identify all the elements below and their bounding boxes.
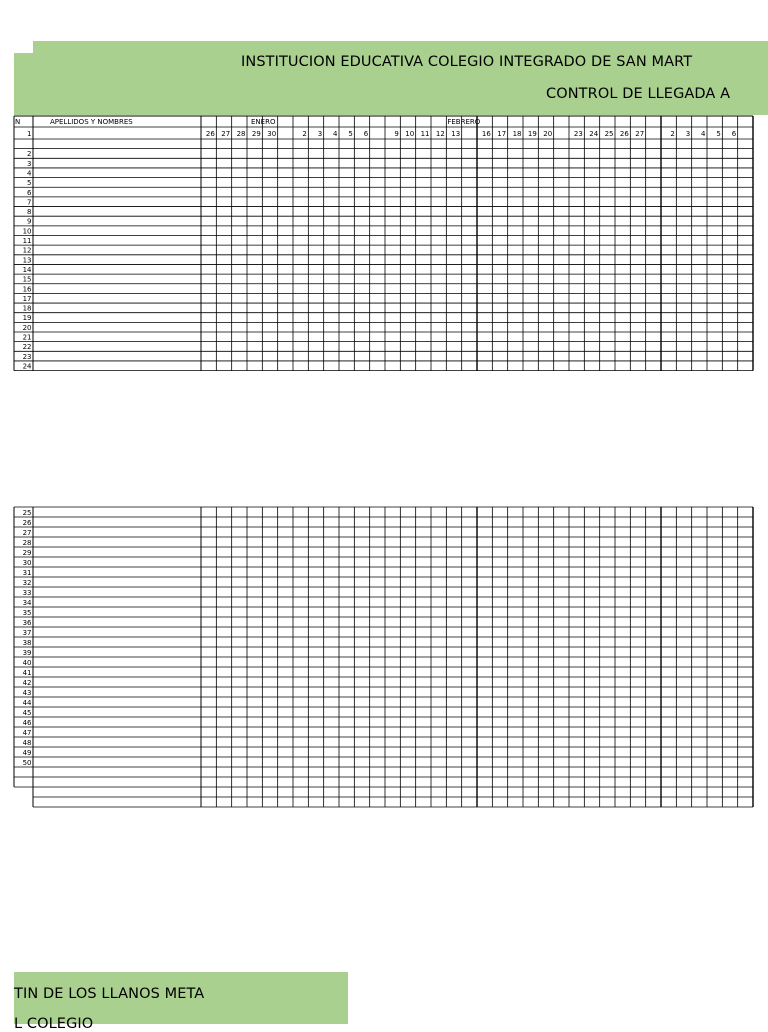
row-number: 37	[22, 629, 32, 637]
control-subtitle: CONTROL DE LLEGADA A	[546, 86, 731, 102]
row-number: 3	[27, 159, 32, 168]
row-number: 1	[27, 130, 32, 138]
day-label: 6	[363, 130, 369, 138]
header-names-label: APELLIDOS Y NOMBRES	[50, 118, 133, 126]
footer-line1: TIN DE LOS LLANOS META	[14, 986, 205, 1002]
day-label: 9	[394, 130, 399, 138]
day-label: 17	[497, 130, 507, 138]
row-number: 15	[22, 275, 32, 284]
row-number: 20	[22, 323, 32, 332]
row-number: 16	[22, 285, 32, 294]
day-label: 12	[435, 130, 445, 138]
day-label: 26	[619, 130, 629, 138]
header-n-label: N	[15, 118, 21, 126]
row-number: 21	[22, 333, 32, 342]
day-label: 19	[527, 130, 537, 138]
day-label: 5	[716, 130, 721, 138]
header-month-febrero: FEBRERO	[447, 118, 481, 126]
row-number: 17	[22, 294, 32, 303]
row-number: 34	[22, 599, 32, 607]
day-label: 29	[251, 130, 261, 138]
day-label: 20	[543, 130, 553, 138]
row-number: 6	[27, 188, 32, 197]
row-number: 8	[27, 208, 32, 217]
row-number: 45	[22, 709, 32, 717]
row-number: 12	[22, 246, 32, 255]
row-number: 36	[22, 619, 32, 627]
row-number: 35	[22, 609, 32, 617]
day-label: 11	[420, 130, 430, 138]
day-label: 26	[205, 130, 215, 138]
day-label: 10	[405, 130, 415, 138]
row-number: 9	[27, 217, 32, 226]
day-label: 4	[333, 130, 338, 138]
row-number: 30	[22, 559, 32, 567]
row-number: 22	[22, 343, 32, 352]
row-number: 33	[22, 589, 32, 597]
row-number: 23	[22, 352, 32, 361]
row-number: 47	[22, 729, 32, 737]
row-number: 26	[22, 519, 32, 527]
day-label: 3	[685, 130, 691, 138]
row-number: 27	[22, 529, 32, 537]
day-label: 18	[512, 130, 522, 138]
day-label: 25	[604, 130, 614, 138]
day-label: 23	[573, 130, 583, 138]
row-number: 25	[22, 509, 32, 517]
row-number: 2	[27, 150, 32, 159]
day-label: 13	[451, 130, 461, 138]
row-number: 48	[22, 739, 32, 747]
row-number: 18	[22, 304, 32, 313]
row-number: 11	[22, 237, 32, 245]
institution-title: INSTITUCION EDUCATIVA COLEGIO INTEGRADO DE SAN MART	[241, 54, 693, 70]
row-number: 41	[22, 669, 32, 677]
row-number: 5	[27, 179, 32, 188]
row-number: 7	[27, 198, 32, 207]
header-month-enero: ENERO	[251, 118, 276, 126]
row-number: 38	[22, 639, 32, 647]
day-label: 4	[701, 130, 706, 138]
row-number: 4	[27, 169, 32, 178]
row-number: 39	[22, 649, 32, 657]
row-number: 32	[22, 579, 32, 587]
row-number: 43	[22, 689, 32, 697]
row-number: 19	[22, 314, 32, 323]
day-label: 30	[267, 130, 277, 138]
day-label: 28	[236, 130, 246, 138]
day-label: 27	[221, 130, 231, 138]
row-number: 46	[22, 719, 32, 727]
day-label: 6	[731, 130, 737, 138]
footer-line2: L COLEGIO	[14, 1016, 94, 1032]
row-number: 44	[22, 699, 32, 707]
row-number: 13	[22, 256, 32, 265]
row-number: 31	[22, 569, 32, 577]
row-number: 49	[22, 749, 32, 757]
row-number: 10	[22, 227, 32, 236]
row-number: 42	[22, 679, 32, 687]
row-number: 50	[22, 759, 32, 767]
row-number: 24	[22, 362, 32, 371]
day-label: 27	[635, 130, 645, 138]
row-number: 28	[22, 539, 32, 547]
day-label: 2	[302, 130, 307, 138]
day-label: 2	[670, 130, 675, 138]
day-label: 16	[481, 130, 491, 138]
row-number: 29	[22, 549, 32, 557]
day-label: 24	[589, 130, 599, 138]
day-label: 5	[348, 130, 353, 138]
row-number: 14	[22, 265, 32, 274]
row-number: 40	[22, 659, 32, 667]
day-label: 3	[317, 130, 323, 138]
